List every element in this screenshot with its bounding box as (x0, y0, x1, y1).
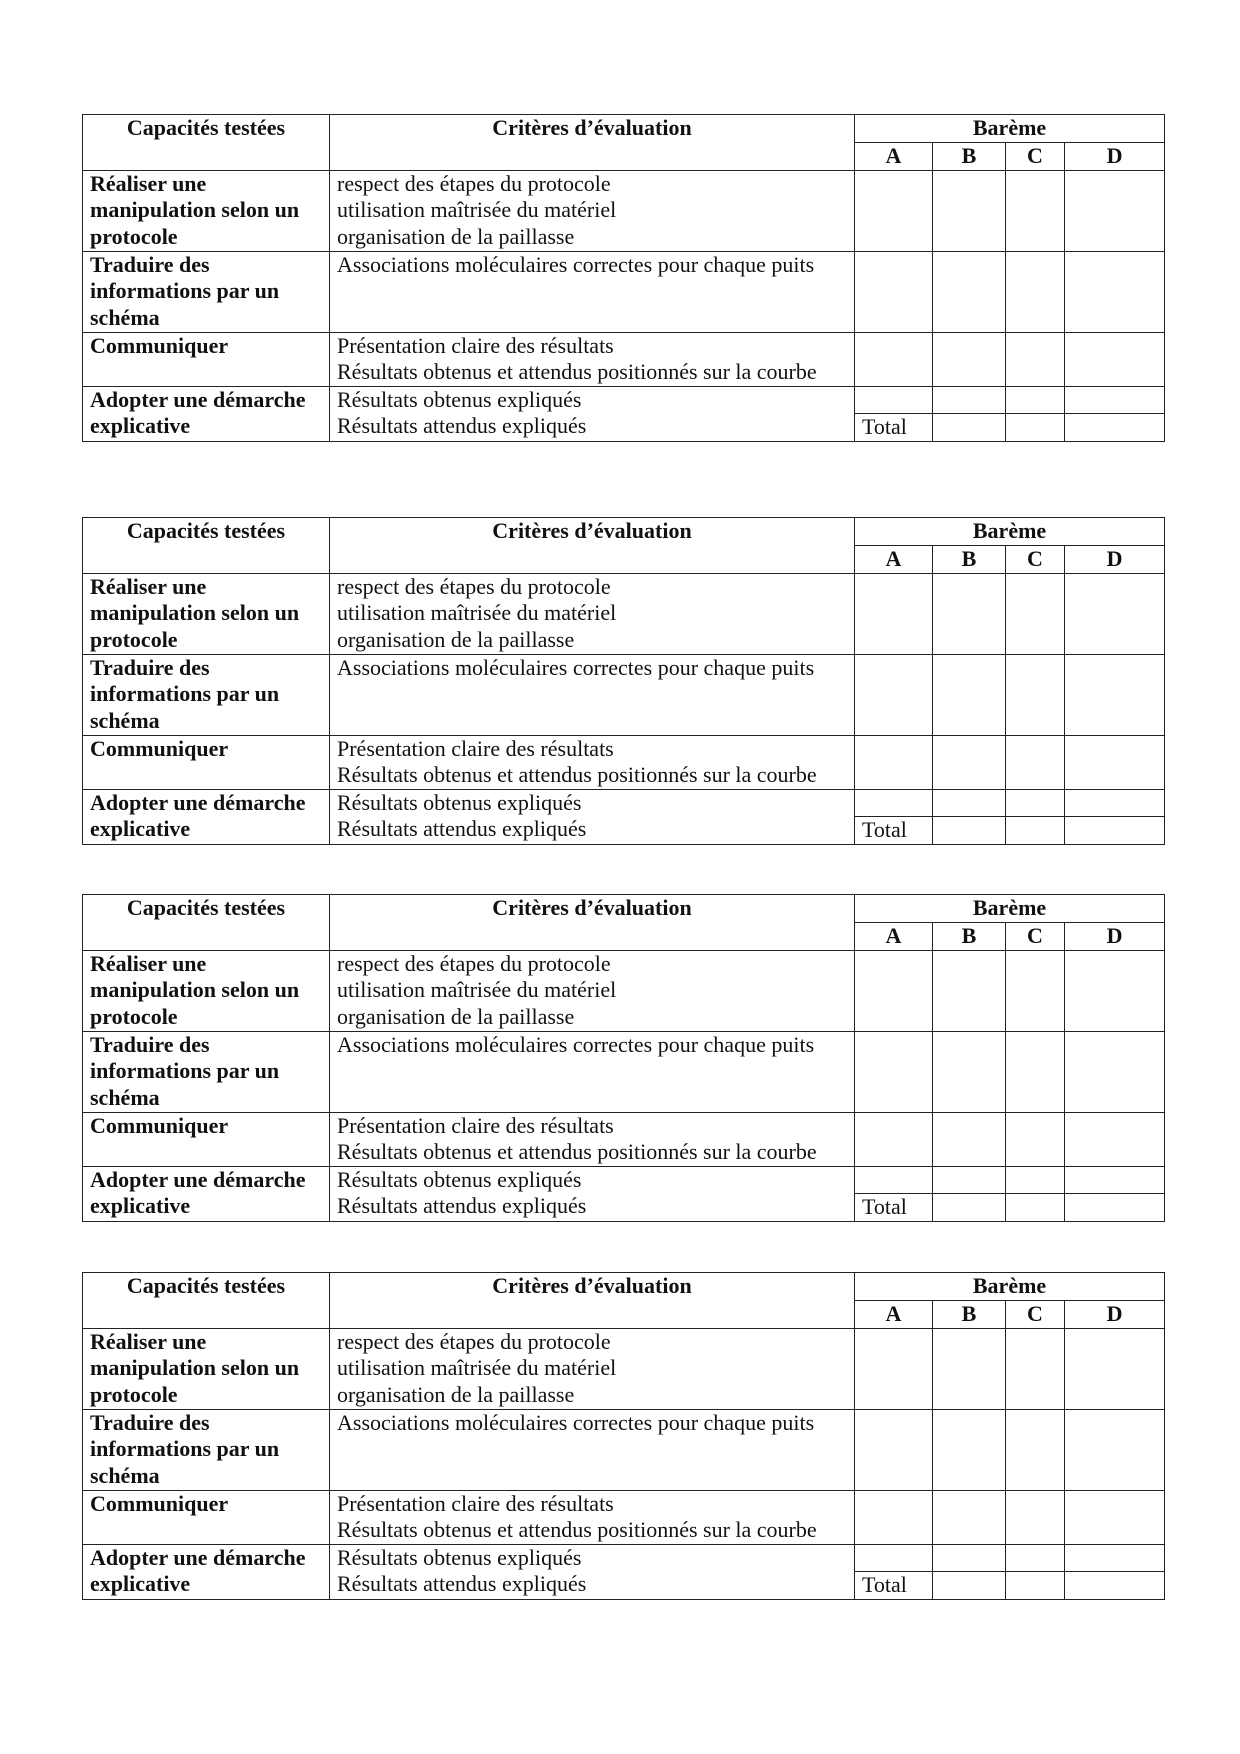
grade-header-c: C (1006, 143, 1065, 171)
score-cell-b[interactable] (933, 1112, 1006, 1166)
criteria-cell (330, 170, 855, 251)
criteria-row (83, 1166, 1165, 1194)
capacity-label: Communiquer (83, 332, 330, 386)
header-capacites: Capacités testées (83, 115, 330, 171)
capacity-label: Communiquer (83, 735, 330, 789)
score-cell-d[interactable] (1065, 735, 1165, 789)
criteria-cell (330, 789, 855, 844)
score-cell-d[interactable] (1065, 1490, 1165, 1544)
score-cell-c[interactable] (1006, 170, 1065, 251)
criterion-text: Présentation claire des résultats (337, 1112, 614, 1138)
criterion-text: utilisation maîtrisée du matériel (337, 197, 617, 222)
grade-header-d: D (1065, 1301, 1165, 1329)
criterion-text: Résultats obtenus expliqués (337, 1544, 582, 1570)
criteria-row (83, 1328, 1165, 1409)
criterion-text: Résultats attendus expliqués (337, 816, 587, 841)
criterion-text: Résultats obtenus expliqués (337, 386, 582, 412)
criteria-row (83, 1031, 1165, 1112)
criteria-cell (330, 332, 855, 386)
score-cell-a[interactable] (855, 1112, 933, 1166)
criteria-row (83, 1409, 1165, 1490)
score-cell-d[interactable] (1065, 950, 1165, 1031)
score-cell-b[interactable] (933, 251, 1006, 332)
criteria-row (83, 1490, 1165, 1544)
criteria-row (83, 789, 1165, 817)
grade-header-a: A (855, 546, 933, 574)
criteria-cell (330, 654, 855, 735)
header-bareme: Barème (855, 115, 1165, 143)
criteria-row (83, 170, 1165, 251)
score-cell-a[interactable] (855, 251, 933, 332)
criteria-row (83, 1112, 1165, 1166)
criterion-text: organisation de la paillasse (337, 223, 575, 249)
score-cell-a[interactable] (855, 735, 933, 789)
grade-header-a: A (855, 1301, 933, 1329)
score-cell-a[interactable] (855, 386, 933, 414)
criterion-text: Associations moléculaires correctes pour chaque puits (337, 654, 815, 680)
total-label: Total (855, 414, 933, 442)
score-cell-d[interactable] (1065, 573, 1165, 654)
header-bareme: Barème (855, 518, 1165, 546)
criterion-text: Résultats attendus expliqués (337, 1193, 587, 1218)
criterion-text: utilisation maîtrisée du matériel (337, 977, 617, 1002)
capacity-label: Traduire des informations par un schéma (83, 1031, 330, 1112)
capacity-label: Adopter une démarche explicative (83, 1544, 330, 1599)
header-criteres: Critères d’évaluation (330, 1273, 855, 1329)
score-cell-d[interactable] (1065, 1112, 1165, 1166)
total-score-cell[interactable] (1006, 414, 1065, 442)
header-bareme: Barème (855, 1273, 1165, 1301)
score-cell-b[interactable] (933, 1490, 1006, 1544)
score-cell-c[interactable] (1006, 950, 1065, 1031)
header-criteres: Critères d’évaluation (330, 895, 855, 951)
capacity-label: Adopter une démarche explicative (83, 1166, 330, 1221)
criteria-row (83, 1544, 1165, 1572)
score-cell-d[interactable] (1065, 332, 1165, 386)
criteria-row (83, 950, 1165, 1031)
criterion-text: Résultats obtenus et attendus positionnés sur la courbe (337, 1139, 817, 1164)
criterion-text: Résultats obtenus et attendus positionnés sur la courbe (337, 1517, 817, 1542)
header-criteres: Critères d’évaluation (330, 115, 855, 171)
score-cell-a[interactable] (855, 170, 933, 251)
criteria-row (83, 251, 1165, 332)
score-cell-c[interactable] (1006, 1031, 1065, 1112)
capacity-label: Traduire des informations par un schéma (83, 251, 330, 332)
score-cell-a[interactable] (855, 1490, 933, 1544)
score-cell-b[interactable] (933, 950, 1006, 1031)
score-cell-d[interactable] (1065, 789, 1165, 817)
total-score-cell[interactable] (1065, 817, 1165, 845)
score-cell-c[interactable] (1006, 1544, 1065, 1572)
score-cell-a[interactable] (855, 1328, 933, 1409)
score-cell-b[interactable] (933, 1166, 1006, 1194)
criteria-cell (330, 1490, 855, 1544)
score-cell-c[interactable] (1006, 251, 1065, 332)
criteria-cell (330, 251, 855, 332)
criteria-cell (330, 573, 855, 654)
total-score-cell[interactable] (933, 1194, 1006, 1222)
total-score-cell[interactable] (1065, 1194, 1165, 1222)
score-cell-b[interactable] (933, 573, 1006, 654)
criterion-text: Présentation claire des résultats (337, 735, 614, 761)
score-cell-a[interactable] (855, 573, 933, 654)
criteria-cell (330, 1166, 855, 1221)
evaluation-table (82, 894, 1165, 1222)
score-cell-b[interactable] (933, 789, 1006, 817)
total-score-cell[interactable] (933, 414, 1006, 442)
criteria-row (83, 332, 1165, 386)
capacity-label: Adopter une démarche explicative (83, 386, 330, 441)
criteria-cell (330, 1328, 855, 1409)
evaluation-table (82, 517, 1165, 845)
header-capacites: Capacités testées (83, 1273, 330, 1329)
criterion-text: respect des étapes du protocole (337, 573, 611, 599)
score-cell-a[interactable] (855, 1031, 933, 1112)
score-cell-b[interactable] (933, 1031, 1006, 1112)
score-cell-d[interactable] (1065, 251, 1165, 332)
criterion-text: Associations moléculaires correctes pour chaque puits (337, 251, 815, 277)
capacity-label: Réaliser une manipulation selon un protocole (83, 1328, 330, 1409)
grade-header-a: A (855, 143, 933, 171)
score-cell-b[interactable] (933, 332, 1006, 386)
score-cell-d[interactable] (1065, 386, 1165, 414)
score-cell-b[interactable] (933, 1328, 1006, 1409)
grade-header-a: A (855, 923, 933, 951)
score-cell-b[interactable] (933, 1409, 1006, 1490)
grade-header-c: C (1006, 1301, 1065, 1329)
grade-header-b: B (933, 923, 1006, 951)
score-cell-b[interactable] (933, 170, 1006, 251)
score-cell-a[interactable] (855, 1544, 933, 1572)
criteria-cell (330, 1409, 855, 1490)
criterion-text: Résultats attendus expliqués (337, 1571, 587, 1596)
score-cell-a[interactable] (855, 332, 933, 386)
score-cell-b[interactable] (933, 735, 1006, 789)
criterion-text: respect des étapes du protocole (337, 950, 611, 976)
score-cell-d[interactable] (1065, 654, 1165, 735)
criteria-row (83, 573, 1165, 654)
capacity-label: Réaliser une manipulation selon un protocole (83, 573, 330, 654)
criterion-text: Résultats obtenus et attendus positionnés sur la courbe (337, 762, 817, 787)
grade-header-d: D (1065, 923, 1165, 951)
grade-header-d: D (1065, 143, 1165, 171)
score-cell-c[interactable] (1006, 735, 1065, 789)
total-label: Total (855, 1194, 933, 1222)
criteria-cell (330, 1544, 855, 1599)
score-cell-a[interactable] (855, 789, 933, 817)
criterion-text: organisation de la paillasse (337, 1003, 575, 1029)
criterion-text: Présentation claire des résultats (337, 332, 614, 358)
criteria-cell (330, 386, 855, 441)
score-cell-d[interactable] (1065, 1166, 1165, 1194)
header-capacites: Capacités testées (83, 518, 330, 574)
capacity-label: Communiquer (83, 1112, 330, 1166)
capacity-label: Réaliser une manipulation selon un protocole (83, 170, 330, 251)
score-cell-b[interactable] (933, 386, 1006, 414)
grade-header-b: B (933, 143, 1006, 171)
score-cell-c[interactable] (1006, 1409, 1065, 1490)
grade-header-c: C (1006, 546, 1065, 574)
score-cell-b[interactable] (933, 654, 1006, 735)
criterion-text: Résultats obtenus expliqués (337, 789, 582, 815)
total-score-cell[interactable] (933, 817, 1006, 845)
score-cell-c[interactable] (1006, 1328, 1065, 1409)
grade-header-c: C (1006, 923, 1065, 951)
total-score-cell[interactable] (933, 1572, 1006, 1600)
criterion-text: Associations moléculaires correctes pour chaque puits (337, 1409, 815, 1435)
capacity-label: Traduire des informations par un schéma (83, 654, 330, 735)
score-cell-c[interactable] (1006, 654, 1065, 735)
evaluation-table (82, 114, 1165, 442)
criteria-row (83, 735, 1165, 789)
criteria-cell (330, 1031, 855, 1112)
score-cell-a[interactable] (855, 1166, 933, 1194)
score-cell-c[interactable] (1006, 1490, 1065, 1544)
criterion-text: Résultats obtenus et attendus positionnés sur la courbe (337, 359, 817, 384)
criteria-cell (330, 1112, 855, 1166)
criterion-text: respect des étapes du protocole (337, 170, 611, 196)
criteria-row (83, 654, 1165, 735)
criteria-cell (330, 735, 855, 789)
criteria-cell (330, 950, 855, 1031)
total-score-cell[interactable] (1065, 1572, 1165, 1600)
score-cell-c[interactable] (1006, 789, 1065, 817)
score-cell-a[interactable] (855, 654, 933, 735)
total-score-cell[interactable] (1006, 817, 1065, 845)
criterion-text: utilisation maîtrisée du matériel (337, 600, 617, 625)
header-capacites: Capacités testées (83, 895, 330, 951)
score-cell-d[interactable] (1065, 1031, 1165, 1112)
total-score-cell[interactable] (1065, 414, 1165, 442)
criterion-text: organisation de la paillasse (337, 626, 575, 652)
total-score-cell[interactable] (1006, 1194, 1065, 1222)
score-cell-d[interactable] (1065, 1328, 1165, 1409)
header-criteres: Critères d’évaluation (330, 518, 855, 574)
score-cell-b[interactable] (933, 1544, 1006, 1572)
criterion-text: utilisation maîtrisée du matériel (337, 1355, 617, 1380)
score-cell-a[interactable] (855, 950, 933, 1031)
header-bareme: Barème (855, 895, 1165, 923)
criterion-text: Résultats obtenus expliqués (337, 1166, 582, 1192)
capacity-label: Réaliser une manipulation selon un protocole (83, 950, 330, 1031)
criterion-text: organisation de la paillasse (337, 1381, 575, 1407)
score-cell-d[interactable] (1065, 1409, 1165, 1490)
score-cell-c[interactable] (1006, 386, 1065, 414)
criteria-row (83, 386, 1165, 414)
score-cell-c[interactable] (1006, 1166, 1065, 1194)
criterion-text: Associations moléculaires correctes pour chaque puits (337, 1031, 815, 1057)
total-label: Total (855, 817, 933, 845)
score-cell-d[interactable] (1065, 170, 1165, 251)
criterion-text: Résultats attendus expliqués (337, 413, 587, 438)
criterion-text: Présentation claire des résultats (337, 1490, 614, 1516)
evaluation-table (82, 1272, 1165, 1600)
capacity-label: Adopter une démarche explicative (83, 789, 330, 844)
total-label: Total (855, 1572, 933, 1600)
capacity-label: Traduire des informations par un schéma (83, 1409, 330, 1490)
capacity-label: Communiquer (83, 1490, 330, 1544)
score-cell-c[interactable] (1006, 1112, 1065, 1166)
grade-header-d: D (1065, 546, 1165, 574)
grade-header-b: B (933, 1301, 1006, 1329)
score-cell-d[interactable] (1065, 1544, 1165, 1572)
score-cell-a[interactable] (855, 1409, 933, 1490)
criterion-text: respect des étapes du protocole (337, 1328, 611, 1354)
total-score-cell[interactable] (1006, 1572, 1065, 1600)
score-cell-c[interactable] (1006, 332, 1065, 386)
score-cell-c[interactable] (1006, 573, 1065, 654)
grade-header-b: B (933, 546, 1006, 574)
